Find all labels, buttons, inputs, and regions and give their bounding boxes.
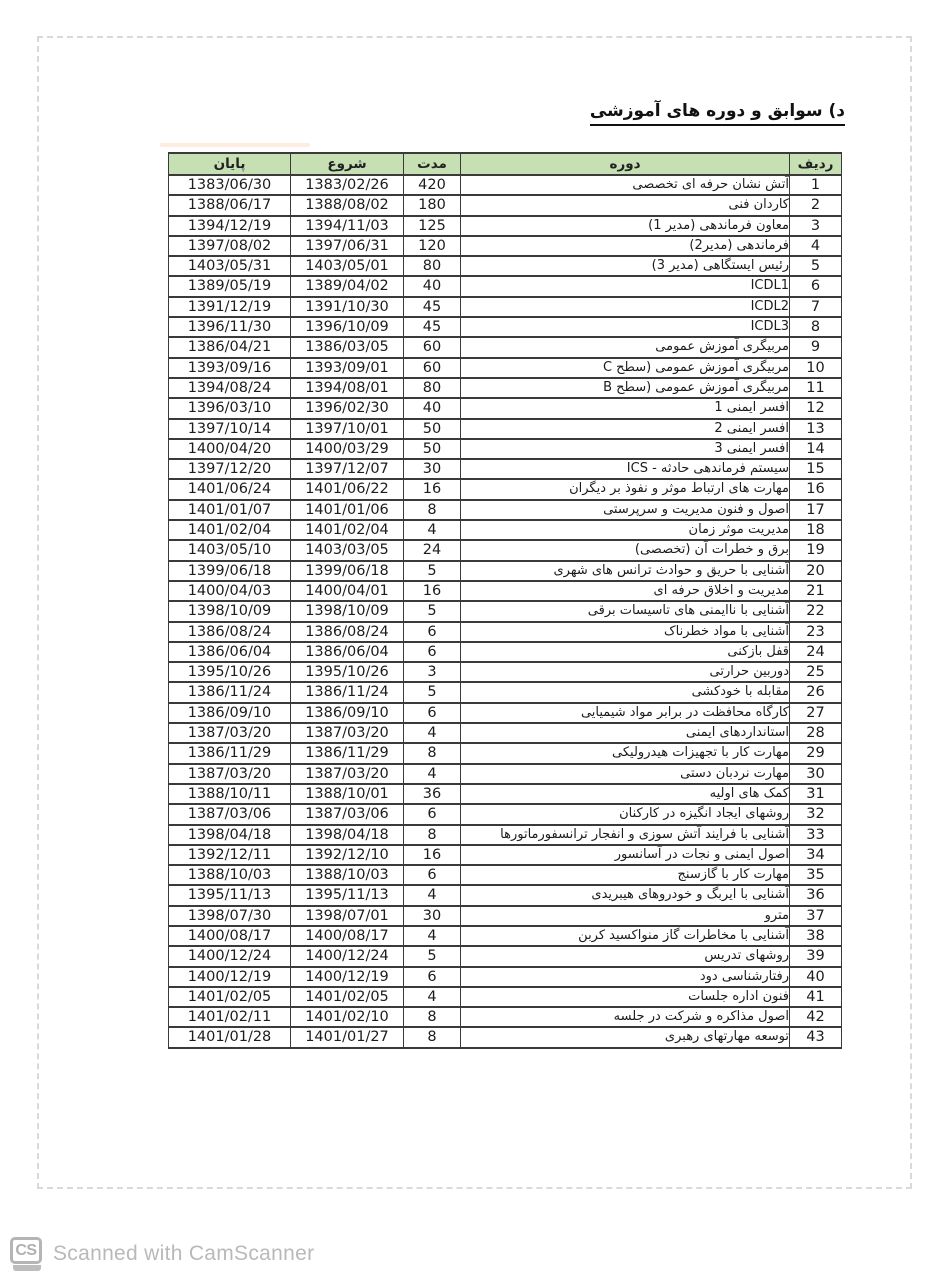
cell-row-number: 28 [790, 723, 842, 743]
cell-duration: 5 [404, 601, 461, 621]
cell-course-name: رئیس ایستگاهی (مدیر 3) [461, 256, 790, 276]
cell-end-date: 1397/12/20 [169, 459, 291, 479]
table-row [169, 317, 842, 337]
table-row [169, 581, 842, 601]
cell-course-name: فنون اداره جلسات [461, 987, 790, 1007]
cell-start-date: 1395/11/13 [291, 885, 404, 905]
cell-course-name: معاون فرماندهی (مدیر 1) [461, 216, 790, 236]
cell-course-name: دوربین حرارتی [461, 662, 790, 682]
cell-start-date: 1401/06/22 [291, 479, 404, 499]
cell-duration: 80 [404, 378, 461, 398]
cell-duration: 30 [404, 906, 461, 926]
cell-end-date: 1400/12/19 [169, 967, 291, 987]
cell-row-number: 14 [790, 439, 842, 459]
cell-duration: 16 [404, 479, 461, 499]
table-row [169, 967, 842, 987]
cell-duration: 60 [404, 337, 461, 357]
table-row [169, 926, 842, 946]
cell-row-number: 39 [790, 946, 842, 966]
cell-row-number: 29 [790, 743, 842, 763]
cell-course-name: مهارت کار با گازسنج [461, 865, 790, 885]
cell-duration: 120 [404, 236, 461, 256]
cell-end-date: 1393/09/16 [169, 358, 291, 378]
cell-row-number: 16 [790, 479, 842, 499]
cell-start-date: 1400/12/19 [291, 967, 404, 987]
cell-row-number: 30 [790, 764, 842, 784]
cell-duration: 125 [404, 216, 461, 236]
cell-start-date: 1386/09/10 [291, 703, 404, 723]
cell-end-date: 1386/09/10 [169, 703, 291, 723]
cell-start-date: 1401/02/10 [291, 1007, 404, 1027]
table-row [169, 682, 842, 702]
cell-end-date: 1394/12/19 [169, 216, 291, 236]
table-row [169, 459, 842, 479]
cell-end-date: 1403/05/10 [169, 540, 291, 560]
cell-end-date: 1400/04/20 [169, 439, 291, 459]
table-row [169, 723, 842, 743]
cell-row-number: 3 [790, 216, 842, 236]
cell-row-number: 9 [790, 337, 842, 357]
cell-course-name: فرماندهی (مدیر2) [461, 236, 790, 256]
column-header-end: پایان [169, 153, 291, 175]
cell-start-date: 1386/11/29 [291, 743, 404, 763]
table-row [169, 703, 842, 723]
table-row [169, 500, 842, 520]
cell-end-date: 1398/04/18 [169, 825, 291, 845]
cell-start-date: 1401/01/27 [291, 1027, 404, 1047]
cell-course-name: آشنایی با ناایمنی های تاسیسات برقی [461, 601, 790, 621]
table-row [169, 419, 842, 439]
cell-end-date: 1399/06/18 [169, 561, 291, 581]
cell-start-date: 1386/11/24 [291, 682, 404, 702]
cell-course-name: مدیریت موثر زمان [461, 520, 790, 540]
cell-start-date: 1394/11/03 [291, 216, 404, 236]
table-row [169, 398, 842, 418]
table-row [169, 540, 842, 560]
cell-start-date: 1388/08/02 [291, 195, 404, 215]
table-row [169, 276, 842, 296]
table-row [169, 520, 842, 540]
cell-row-number: 33 [790, 825, 842, 845]
cell-start-date: 1388/10/03 [291, 865, 404, 885]
cell-course-name: روشهای تدریس [461, 946, 790, 966]
cell-course-name: کاردان فنی [461, 195, 790, 215]
table-row [169, 479, 842, 499]
cell-duration: 45 [404, 297, 461, 317]
table-row [169, 845, 842, 865]
cell-end-date: 1403/05/31 [169, 256, 291, 276]
cell-end-date: 1400/12/24 [169, 946, 291, 966]
table-row [169, 256, 842, 276]
cell-end-date: 1395/10/26 [169, 662, 291, 682]
cs-logo-text: CS [10, 1237, 42, 1264]
cell-row-number: 13 [790, 419, 842, 439]
cell-row-number: 32 [790, 804, 842, 824]
cell-course-name: ICDL1 [461, 276, 790, 296]
cell-course-name: اصول و فنون مدیریت و سرپرستی [461, 500, 790, 520]
cell-duration: 8 [404, 1027, 461, 1047]
cell-start-date: 1399/06/18 [291, 561, 404, 581]
cell-row-number: 38 [790, 926, 842, 946]
table-row [169, 1007, 842, 1027]
cell-row-number: 2 [790, 195, 842, 215]
cell-row-number: 40 [790, 967, 842, 987]
cell-duration: 180 [404, 195, 461, 215]
table-row [169, 825, 842, 845]
table-row [169, 804, 842, 824]
table-row [169, 378, 842, 398]
cell-start-date: 1387/03/20 [291, 723, 404, 743]
course-table-body [169, 175, 842, 1048]
cell-course-name: مدیریت و اخلاق حرفه ای [461, 581, 790, 601]
cell-end-date: 1387/03/20 [169, 723, 291, 743]
cell-row-number: 35 [790, 865, 842, 885]
cell-end-date: 1401/02/11 [169, 1007, 291, 1027]
cell-course-name: استانداردهای ایمنی [461, 723, 790, 743]
cell-course-name: افسر ایمنی 1 [461, 398, 790, 418]
cell-row-number: 4 [790, 236, 842, 256]
cell-start-date: 1403/03/05 [291, 540, 404, 560]
cell-course-name: مقابله با خودکشی [461, 682, 790, 702]
cell-start-date: 1398/10/09 [291, 601, 404, 621]
camscanner-watermark-text: Scanned with CamScanner [53, 1242, 315, 1265]
cell-start-date: 1397/10/01 [291, 419, 404, 439]
table-row [169, 743, 842, 763]
table-row [169, 1027, 842, 1047]
cell-duration: 4 [404, 926, 461, 946]
cell-start-date: 1386/06/04 [291, 642, 404, 662]
cell-duration: 6 [404, 804, 461, 824]
training-courses-table [168, 152, 842, 1049]
cell-end-date: 1387/03/06 [169, 804, 291, 824]
cell-course-name: کمک های اولیه [461, 784, 790, 804]
cell-duration: 16 [404, 581, 461, 601]
cell-row-number: 23 [790, 622, 842, 642]
cell-course-name: مترو [461, 906, 790, 926]
cell-course-name: مربیگری آموزش عمومی (سطح C [461, 358, 790, 378]
cell-duration: 6 [404, 865, 461, 885]
table-row [169, 236, 842, 256]
cell-course-name: افسر ایمنی 3 [461, 439, 790, 459]
cell-duration: 6 [404, 967, 461, 987]
cell-row-number: 36 [790, 885, 842, 905]
cell-duration: 6 [404, 703, 461, 723]
cell-end-date: 1401/02/05 [169, 987, 291, 1007]
cell-duration: 8 [404, 825, 461, 845]
cell-end-date: 1401/01/07 [169, 500, 291, 520]
cell-end-date: 1386/11/29 [169, 743, 291, 763]
cell-end-date: 1400/04/03 [169, 581, 291, 601]
cell-duration: 50 [404, 419, 461, 439]
cell-row-number: 21 [790, 581, 842, 601]
cell-course-name: مهارت نردبان دستی [461, 764, 790, 784]
cell-row-number: 5 [790, 256, 842, 276]
cell-start-date: 1394/08/01 [291, 378, 404, 398]
cell-duration: 36 [404, 784, 461, 804]
cell-start-date: 1401/02/05 [291, 987, 404, 1007]
table-row [169, 601, 842, 621]
cell-row-number: 1 [790, 175, 842, 195]
table-row [169, 337, 842, 357]
cell-row-number: 20 [790, 561, 842, 581]
cell-end-date: 1397/10/14 [169, 419, 291, 439]
table-row [169, 784, 842, 804]
cell-duration: 45 [404, 317, 461, 337]
table-row [169, 865, 842, 885]
cell-duration: 40 [404, 276, 461, 296]
table-row [169, 216, 842, 236]
cell-row-number: 41 [790, 987, 842, 1007]
table-row [169, 885, 842, 905]
cell-start-date: 1398/07/01 [291, 906, 404, 926]
cell-course-name: ICDL2 [461, 297, 790, 317]
cell-start-date: 1391/10/30 [291, 297, 404, 317]
table-row [169, 297, 842, 317]
cell-start-date: 1397/12/07 [291, 459, 404, 479]
cell-end-date: 1391/12/19 [169, 297, 291, 317]
cell-start-date: 1392/12/10 [291, 845, 404, 865]
cell-start-date: 1386/03/05 [291, 337, 404, 357]
table-row [169, 175, 842, 195]
table-row [169, 662, 842, 682]
table-row [169, 622, 842, 642]
cell-course-name: اصول مذاکره و شرکت در جلسه [461, 1007, 790, 1027]
cell-row-number: 18 [790, 520, 842, 540]
cell-row-number: 8 [790, 317, 842, 337]
cell-row-number: 19 [790, 540, 842, 560]
cell-end-date: 1401/02/04 [169, 520, 291, 540]
cell-duration: 30 [404, 459, 461, 479]
cell-start-date: 1397/06/31 [291, 236, 404, 256]
table-row [169, 642, 842, 662]
column-header-duration: مدت [404, 153, 461, 175]
cell-course-name: آشنایی با مخاطرات گاز منواکسید کربن [461, 926, 790, 946]
cell-end-date: 1386/06/04 [169, 642, 291, 662]
cell-duration: 6 [404, 622, 461, 642]
cell-end-date: 1383/06/30 [169, 175, 291, 195]
cell-row-number: 24 [790, 642, 842, 662]
cell-duration: 16 [404, 845, 461, 865]
cell-course-name: آشنایی با حریق و حوادث ترانس های شهری [461, 561, 790, 581]
cell-end-date: 1398/07/30 [169, 906, 291, 926]
cell-duration: 24 [404, 540, 461, 560]
table-row [169, 946, 842, 966]
cell-course-name: قفل بازکنی [461, 642, 790, 662]
cell-row-number: 7 [790, 297, 842, 317]
cell-row-number: 11 [790, 378, 842, 398]
cell-end-date: 1386/04/21 [169, 337, 291, 357]
cell-end-date: 1396/11/30 [169, 317, 291, 337]
cell-course-name: آشنایی با ایربگ و خودروهای هیبریدی [461, 885, 790, 905]
cell-course-name: روشهای ایجاد انگیزه در کارکنان [461, 804, 790, 824]
cell-start-date: 1396/02/30 [291, 398, 404, 418]
cell-start-date: 1400/08/17 [291, 926, 404, 946]
cell-end-date: 1389/05/19 [169, 276, 291, 296]
cell-duration: 4 [404, 764, 461, 784]
cell-row-number: 6 [790, 276, 842, 296]
cell-duration: 4 [404, 885, 461, 905]
cell-duration: 8 [404, 743, 461, 763]
camscanner-watermark [10, 1237, 314, 1271]
cell-course-name: ICDL3 [461, 317, 790, 337]
cell-row-number: 26 [790, 682, 842, 702]
cell-duration: 40 [404, 398, 461, 418]
cell-row-number: 15 [790, 459, 842, 479]
cell-start-date: 1388/10/01 [291, 784, 404, 804]
cell-end-date: 1388/06/17 [169, 195, 291, 215]
cell-duration: 50 [404, 439, 461, 459]
cell-row-number: 34 [790, 845, 842, 865]
cell-end-date: 1386/08/24 [169, 622, 291, 642]
cell-duration: 4 [404, 723, 461, 743]
cell-duration: 8 [404, 1007, 461, 1027]
table-row [169, 439, 842, 459]
cell-course-name: مربیگری آموزش عمومی (سطح B [461, 378, 790, 398]
cell-course-name: مهارت کار با تجهیزات هیدرولیکی [461, 743, 790, 763]
cell-start-date: 1401/02/04 [291, 520, 404, 540]
table-row [169, 561, 842, 581]
cell-end-date: 1387/03/20 [169, 764, 291, 784]
cell-row-number: 43 [790, 1027, 842, 1047]
column-header-index: ردیف [790, 153, 842, 175]
cell-end-date: 1401/01/28 [169, 1027, 291, 1047]
cell-course-name: اصول ایمنی و نجات در آسانسور [461, 845, 790, 865]
cell-course-name: رفتارشناسی دود [461, 967, 790, 987]
cell-course-name: برق و خطرات آن (تخصصی) [461, 540, 790, 560]
cell-row-number: 37 [790, 906, 842, 926]
cell-row-number: 27 [790, 703, 842, 723]
cell-start-date: 1383/02/26 [291, 175, 404, 195]
cell-duration: 5 [404, 561, 461, 581]
cell-row-number: 31 [790, 784, 842, 804]
table-row [169, 906, 842, 926]
cell-start-date: 1395/10/26 [291, 662, 404, 682]
cell-end-date: 1400/08/17 [169, 926, 291, 946]
cell-end-date: 1392/12/11 [169, 845, 291, 865]
cell-start-date: 1393/09/01 [291, 358, 404, 378]
cell-start-date: 1387/03/20 [291, 764, 404, 784]
cell-row-number: 17 [790, 500, 842, 520]
cell-row-number: 12 [790, 398, 842, 418]
cell-duration: 80 [404, 256, 461, 276]
cell-end-date: 1398/10/09 [169, 601, 291, 621]
cell-row-number: 22 [790, 601, 842, 621]
cell-duration: 60 [404, 358, 461, 378]
cell-start-date: 1400/12/24 [291, 946, 404, 966]
cell-end-date: 1394/08/24 [169, 378, 291, 398]
cell-end-date: 1388/10/03 [169, 865, 291, 885]
cell-start-date: 1386/08/24 [291, 622, 404, 642]
table-row [169, 358, 842, 378]
cell-start-date: 1389/04/02 [291, 276, 404, 296]
camscanner-logo-icon [10, 1237, 44, 1271]
table-row [169, 195, 842, 215]
cs-logo-bar [13, 1265, 41, 1271]
cell-course-name: کارگاه محافظت در برابر مواد شیمیایی [461, 703, 790, 723]
cell-duration: 420 [404, 175, 461, 195]
cell-duration: 6 [404, 642, 461, 662]
page-title: د) سوابق و دوره های آموزشی [590, 101, 845, 126]
cell-start-date: 1398/04/18 [291, 825, 404, 845]
cell-duration: 4 [404, 987, 461, 1007]
cell-start-date: 1387/03/06 [291, 804, 404, 824]
cell-course-name: افسر ایمنی 2 [461, 419, 790, 439]
cell-duration: 5 [404, 682, 461, 702]
cell-end-date: 1401/06/24 [169, 479, 291, 499]
cell-end-date: 1388/10/11 [169, 784, 291, 804]
cell-duration: 8 [404, 500, 461, 520]
cell-end-date: 1386/11/24 [169, 682, 291, 702]
cell-end-date: 1395/11/13 [169, 885, 291, 905]
cell-duration: 5 [404, 946, 461, 966]
cell-end-date: 1397/08/02 [169, 236, 291, 256]
cell-course-name: آتش نشان حرفه ای تخصصی [461, 175, 790, 195]
cell-row-number: 10 [790, 358, 842, 378]
cell-start-date: 1400/04/01 [291, 581, 404, 601]
cell-start-date: 1396/10/09 [291, 317, 404, 337]
cell-start-date: 1403/05/01 [291, 256, 404, 276]
table-row [169, 764, 842, 784]
cell-end-date: 1396/03/10 [169, 398, 291, 418]
cell-course-name: مربیگری آموزش عمومی [461, 337, 790, 357]
scan-artifact [160, 143, 310, 147]
cell-course-name: آشنایی با مواد خطرناک [461, 622, 790, 642]
column-header-start: شروع [291, 153, 404, 175]
cell-course-name: سیستم فرماندهی حادثه - ICS [461, 459, 790, 479]
table-row [169, 987, 842, 1007]
cell-row-number: 42 [790, 1007, 842, 1027]
cell-course-name: توسعه مهارتهای رهبری [461, 1027, 790, 1047]
cell-start-date: 1401/01/06 [291, 500, 404, 520]
column-header-course: دوره [461, 153, 790, 175]
cell-course-name: آشنایی با فرایند آتش سوزی و انفجار ترانسفورماتورها [461, 825, 790, 845]
cell-start-date: 1400/03/29 [291, 439, 404, 459]
table-header-row [169, 153, 842, 175]
cell-course-name: مهارت های ارتباط موثر و نفوذ بر دیگران [461, 479, 790, 499]
cell-duration: 4 [404, 520, 461, 540]
cell-row-number: 25 [790, 662, 842, 682]
cell-duration: 3 [404, 662, 461, 682]
